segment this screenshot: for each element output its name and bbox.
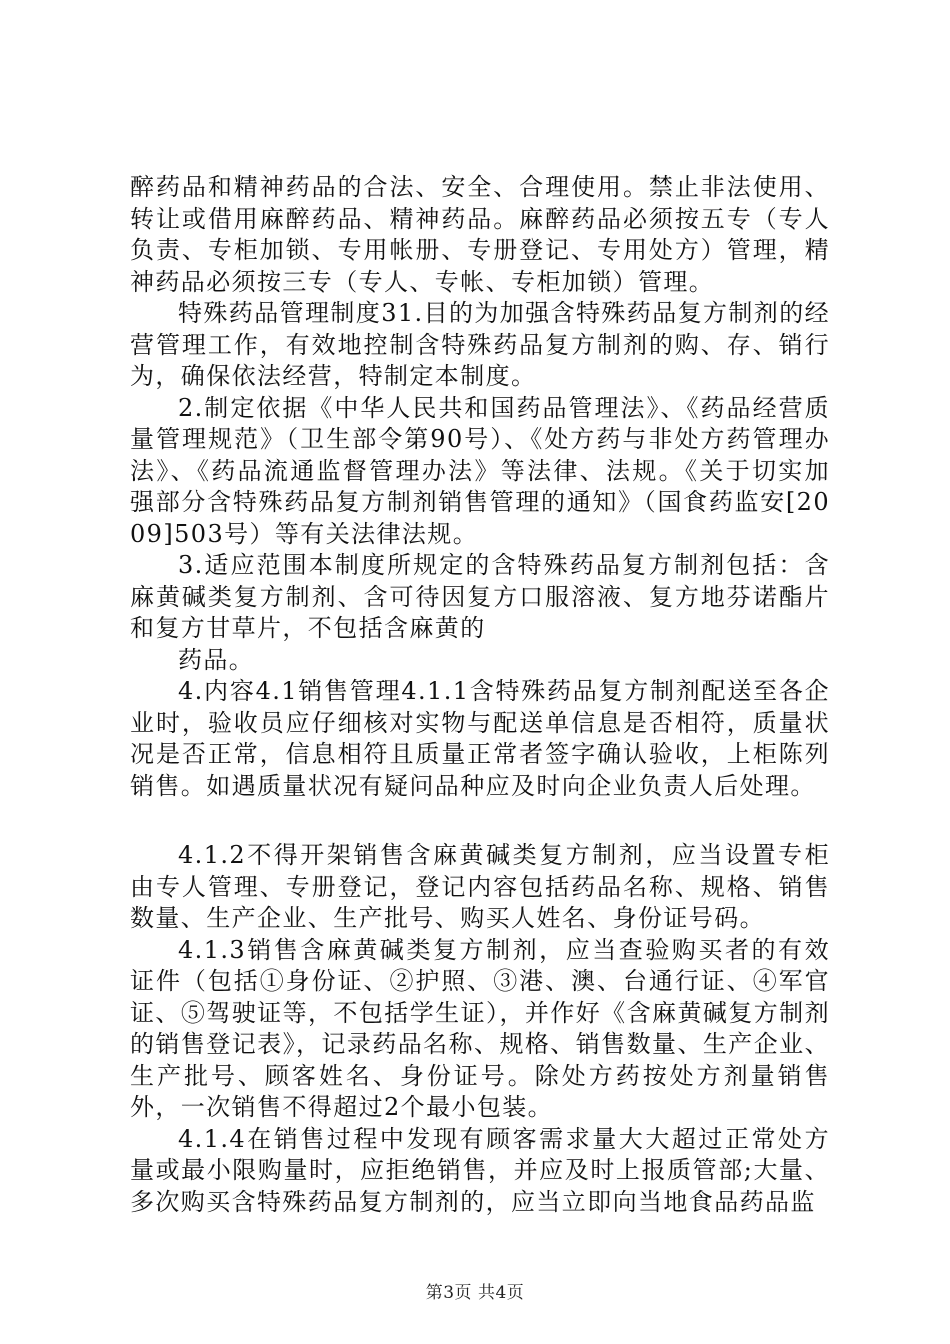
paragraph-purpose: 特殊药品管理制度31.目的为加强含特殊药品复方制剂的经营管理工作，有效地控制含特殊药品复方制剂的购、存、销行为，确保依法经营，特制定本制度。 [130,299,830,390]
page-footer: 第3页 共4页 [425,1283,525,1303]
document-body [130,172,830,1218]
paragraph-content-4-1-3: 4.1.3销售含麻黄碱类复方制剂，应当查验购买者的有效证件（包括①身份证、②护照、③港、澳、台通行证、④军官证、⑤驾驶证等，不包括学生证），并作好《含麻黄碱复方制剂的销售登记表》，记录药品名称、规格、销售数量、生产企业、生产批号、顾客姓名、身份证号。除处方药按处方剂量销售外，一次销售不得超过2个最小包装。 [130,935,830,1121]
paragraph-basis: 2.制定依据《中华人民共和国药品管理法》、《药品经营质量管理规范》（卫生部令第90号）、《处方药与非处方药管理办法》、《药品流通监督管理办法》等法律、法规。《关于切实加强部分含特殊药品复方制剂销售管理的通知》（国食药监安[2009]503号）等有关法律法规。 [130,393,830,548]
paragraph-content-4-1-4: 4.1.4在销售过程中发现有顾客需求量大大超过正常处方量或最小限购量时，应拒绝销售，并应及时上报质管部;大量、多次购买含特殊药品复方制剂的，应当立即向当地食品药品监 [130,1124,830,1216]
paragraph-content-4-1-1: 4.内容4.1销售管理4.1.1含特殊药品复方制剂配送至各企业时，验收员应仔细核对实物与配送单信息是否相符，质量状况是否正常，信息相符且质量正常者签字确认验收，上柜陈列销售。如遇质量状况有疑问品种应及时向企业负责人后处理。 [130,677,830,800]
paragraph-continuation: 醉药品和精神药品的合法、安全、合理使用。禁止非法使用、转让或借用麻醉药品、精神药品。麻醉药品必须按五专（专人负责、专柜加锁、专用帐册、专册登记、专用处方）管理，精神药品必须按三专（专人、专帐、专柜加锁）管理。 [130,173,830,296]
paragraph-scope-end: 药品。 [178,645,255,674]
paragraph-scope: 3.适应范围本制度所规定的含特殊药品复方制剂包括：含麻黄碱类复方制剂、含可待因复方口服溶液、复方地芬诺酯片和复方甘草片，不包括含麻黄的 [130,551,830,642]
paragraph-content-4-1-2: 4.1.2不得开架销售含麻黄碱类复方制剂，应当设置专柜由专人管理、专册登记，登记内容包括药品名称、规格、销售数量、生产企业、生产批号、购买人姓名、身份证号码。 [130,841,830,932]
